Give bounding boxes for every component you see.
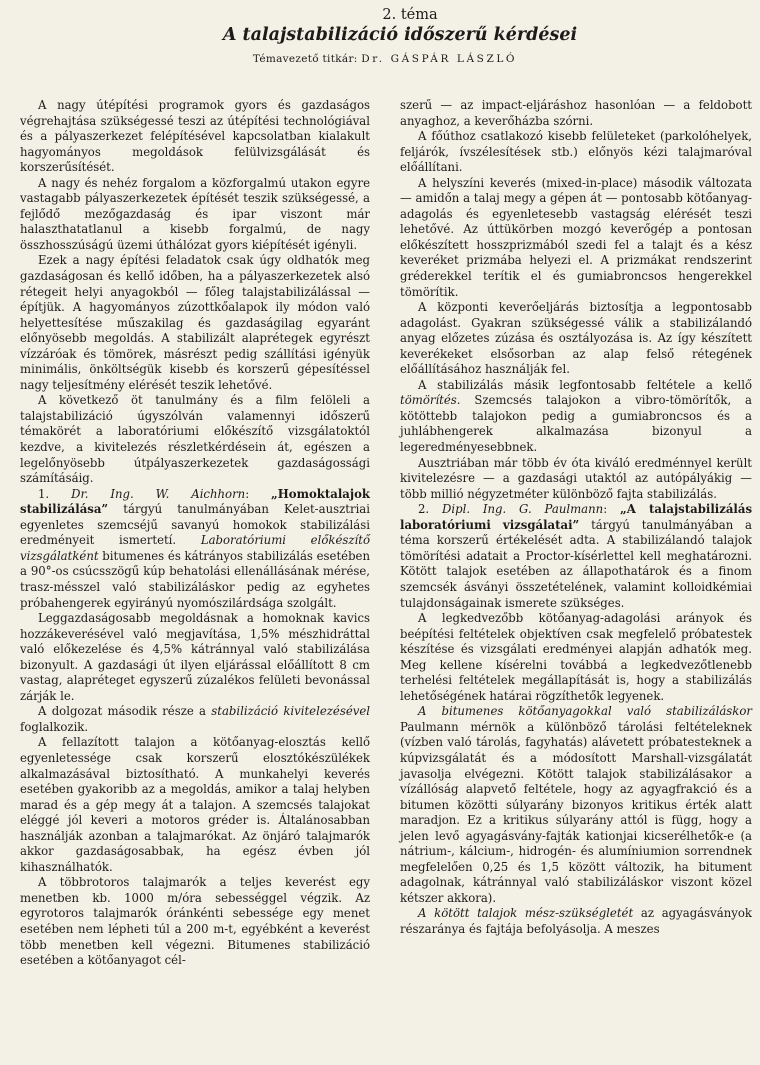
emphasized-term: Laboratóriumi előkészítő vizsgálatként bbox=[20, 533, 370, 563]
paragraph: A főúthoz csatlakozó kisebb felületeket (parkolóhelyek, feljárók, ívszélesítések stb.) előnyös kézi talajmaróval előállítani. bbox=[400, 129, 752, 175]
aichhorn-paragraph: 1. Dr. Ing. W. Aichhorn: „Homoktalajok stabilizálása” tárgyú tanulmányában Kelet-ausztriai egyenletes szemcséjű savanyú homokok stabilizálási eredményeit ismertetí. Laboratóriumi előkészítő vizsgálatként bitumenes és kátrányos stabilizálás esetében a 90°-os csúcsszögű kúp behatolási ellenállásának mérése, trasz-mésszel való stabilizáláskor pedig az egyhetes próbahengerek egyirányú nyomószilárdsága szolgált. bbox=[20, 486, 371, 610]
paragraph: A többrotoros talajmarók a teljes keverést egy menetben kb. 1000 m/óra sebességgel végzik. Az egyrotoros talajmarók óránkénti sebessége egy menet esetében nem lépheti túl a 200 m-t, egyébként a keverést több menetben kell végezni. Bitumenes stabilizáció esetében a kötőanyagot cél- bbox=[20, 875, 370, 968]
paragraph-text: Szemcsés talajokon a vibro-tömörítők, a kötöttebb talajokon pedig a gumiabroncsos és a juhlábhengerek alkalmazása bizonyul a legeredményesebbnek. bbox=[400, 393, 752, 455]
paragraph-text: foglalkozik. bbox=[20, 719, 89, 734]
paragraph: Leggazdaságosabb megoldásnak a homoknak kavics hozzákeverésével való megjavítása, 1,5% mészhidráttal való előkezelése és 4,5% kátránnyal való stabilizálása bizonyult. A gazdasági út ilyen eljárással előállított 8 cm vastag, alapréteget egyszerű zúzalékos felületi bevonással zárják le. bbox=[20, 611, 370, 703]
left-column bbox=[20, 98, 370, 969]
study-number: 1. bbox=[38, 486, 50, 501]
paragraph: A nagy útépítési programok gyors és gazdaságos végrehajtása szükségessé teszi az útépítési technológiával és a pályaszerkezet felépítésével kapcsolatban kialakult hagyományos megoldások felülvizsgálását és korszerűsítését. bbox=[20, 98, 370, 175]
bitumen-paragraph bbox=[400, 704, 752, 906]
secretary-name: Dr. GÁSPÁR LÁSZLÓ bbox=[361, 53, 518, 65]
author-name: Dipl. Ing. G. Paulmann bbox=[442, 502, 604, 517]
paragraph-text: A dolgozat második része a bbox=[38, 704, 206, 719]
paragraph-text: A stabilizálás másik legfontosabb feltétele a kellő bbox=[418, 377, 752, 392]
paragraph: A központi keverőeljárás biztosítja a legpontosabb adagolást. Gyakran szükségessé válik a stabilizálandó anyag előzetes zúzása és osztályozása is. Az így készített keverékeket elsősorban az alap felső rétegének előállításához használják fel. bbox=[400, 300, 752, 377]
paragraph: A nagy és nehéz forgalom a közforgalmú utakon egyre vastagabb pályaszerkezetek építését teszik szükségessé, a fejlődő mezőgazdaság és ipar viszont már halaszthatatlanul a kisebb forgalmú, de nagy összhosszúságú üzemi úthálózat gyors kiépítését igényli. bbox=[20, 175, 370, 252]
compaction-paragraph bbox=[400, 378, 752, 456]
paragraph-text: az agyagásványok részaránya és fajtája befolyásolja. A meszes bbox=[400, 906, 752, 936]
paragraph: A következő öt tanulmány és a film felöleli a talajstabilizáció úgyszólván valamennyi időszerű témakörét a laboratóriumi előkészítő vizsgálatoktól kezdve, a kivitelezés részletkérdésein át, egészen a legelőnyösebb útpályaszerkezetek gazdaságossági számításáig. bbox=[20, 393, 370, 486]
emphasized-term: tömörítés. bbox=[400, 393, 461, 408]
continued-paragraph: szerű — az impact-eljáráshoz hasonlóan — a feldobott anyaghoz, a keverőházba szórni. bbox=[400, 98, 752, 128]
secretary-line bbox=[10, 51, 760, 67]
study-title: „A talajstabilizálás laboratóriumi vizsgálatai” bbox=[400, 502, 753, 532]
emphasized-term: A kötött talajok mész-szükségletét bbox=[418, 906, 634, 921]
author-name: Dr. Ing. W. Aichhorn bbox=[71, 486, 246, 501]
paragraph-text: tárgyú tanulmányában Kelet-ausztriai egyenletes szemcséjű savanyú homokok stabilizálási eredményeit ismertetí. bbox=[20, 502, 371, 548]
paragraph: A legkedvezőbb kötőanyag-adagolási arányok és beépítési feltételek objektíven csak megfelelő próbatestek készítése és vizsgálati eredményei alapján adhatók meg. Meg kellene kísérelni továbbá a legkedvezőtlenebb terhelési feltételek megállapítását is, hogy a stabilizálás lehetőségének határai rögzíthetők legyenek. bbox=[400, 611, 752, 703]
study-title: „Homoktalajok stabilizálása” bbox=[20, 486, 370, 517]
right-column bbox=[400, 98, 752, 938]
article-title: A talajstabilizáció időszerű kérdései bbox=[222, 25, 578, 45]
second-part-paragraph bbox=[20, 704, 370, 735]
paragraph: A helyszíni keverés (mixed-in-place) második változata — amidőn a talaj megy a gépen át — pontosabb kötőanyag-adagolás és egyenletesebb vastagság elérését teszi lehetővé. Az úttükörben mozgó keverőgép a pontosan előkészített hosszprizmából szedi fel a talajt és a kész keveréket prizmába helyezi el. A prizmákat rendszerint gréderekkel terítik el és gumiabroncsos hengerekkel tömörítik. bbox=[400, 175, 752, 299]
paragraph-text: tárgyú tanulmányában a téma korszerű értékelését adta. A stabilizálandó talajok tömörítési adatait a Proctor-kísérlettel kell meghatározni. Kötött talajok esetében az állapothatárok és a finom szemcsék ásványi összetételének, valamint kolloidkémiai tulajdonságainak ismerete szükséges. bbox=[400, 517, 753, 610]
paulmann-paragraph: 2. Dipl. Ing. G. Paulmann: „A talajstabilizálás laboratóriumi vizsgálatai” tárgyú tanulmányában a téma korszerű értékelését adta. A stabilizálandó talajok tömörítési adatait a Proctor-kísérlettel kell meghatározni. Kötött talajok esetében az állapothatárok és a finom szemcsék ásványi összetételének, valamint kolloidkémiai tulajdonságainak ismerete szükséges. bbox=[400, 502, 753, 610]
study-number: 2. bbox=[418, 502, 430, 517]
paragraph: Ezek a nagy építési feladatok csak úgy oldhatók meg gazdaságosan és kellő időben, ha a pályaszerkezetek alsó rétegeit helyi anyagokból — főleg talajstabilizálással — építjük. A hagyományos zúzottkőalapok ily módon való helyettesítése műszakilag és gazdaságilag egyaránt előnyösebb megoldás. A stabilizált alaprétegek egyrészt vízzáróak és tömörek, másrészt pedig szállítási igényük minimális, önköltségük kisebb és korszerű gépesítéssel nagy teljesítmény elérését teszik lehetővé. bbox=[20, 253, 370, 392]
topic-number: 2. téma bbox=[382, 7, 438, 23]
paragraph: A fellazított talajon a kötőanyag-elosztás kellő egyenletessége csak korszerű elosztókészülékek alkalmazásával biztosítható. A munkahelyi keverés esetében gyakoribb az a megoldás, amikor a talaj helyben marad és a gép megy át a talajon. A szemcsés talajokat eléggé jól keveri a motoros gréder is. Általánosabban használják azonban a talajmarókat. Az önjáró talajmarók akkor gazdaságosabbak, ha egész évben jól kihasználhatók. bbox=[20, 735, 370, 874]
emphasized-term: stabilizáció kivitelezésével bbox=[211, 704, 371, 719]
article-header bbox=[0, 6, 760, 67]
secretary-label: Témavezető titkár: bbox=[252, 53, 358, 65]
lime-paragraph bbox=[400, 906, 752, 937]
paragraph-text: Paulmann mérnök a különböző tárolási feltételeknek (vízben való tárolás, fagyhatás) alávetett próbatesteknek a kúpvizsgálatát és a módosított Marshall-vizsgálatát javasolja elvégezni. Kötött talajok stabilizálásakor a vízállóság alapvető feltétele, hogy az agyagfrakció és a bitumen közötti súlyarány bizonyos kritikus érték alatt maradjon. Ez a kritikus súlyarány attól is függ, hogy a jelen levő agyagásvány-fajták kationjai kicserélhetők-e (a nátrium-, kálcium-, hidrogén- és alumíniumion sorrendnek megfelelően 0,25 és 1,5 között változik, ha bitument adagolnak, kátránnyal való stabilizáláskor viszont közel kétszer akkora). bbox=[400, 719, 752, 905]
paragraph-text: bitumenes és kátrányos stabilizálás esetében a 90°-os csúcsszögű kúp behatolási ellenállásának mérése, trasz-mésszel való stabilizáláskor pedig az egyhetes próbahengerek egyirányú nyomószilárdsága szolgált. bbox=[20, 548, 370, 610]
paragraph: Ausztriában már több év óta kiváló eredménnyel került kivitelezésre — a gazdasági utaktól az autópályákig — több millió négyzetméter különböző fajta stabilizálás. bbox=[400, 455, 752, 501]
emphasized-term: A bitumenes kötőanyagokkal való stabilizáláskor bbox=[418, 704, 752, 719]
